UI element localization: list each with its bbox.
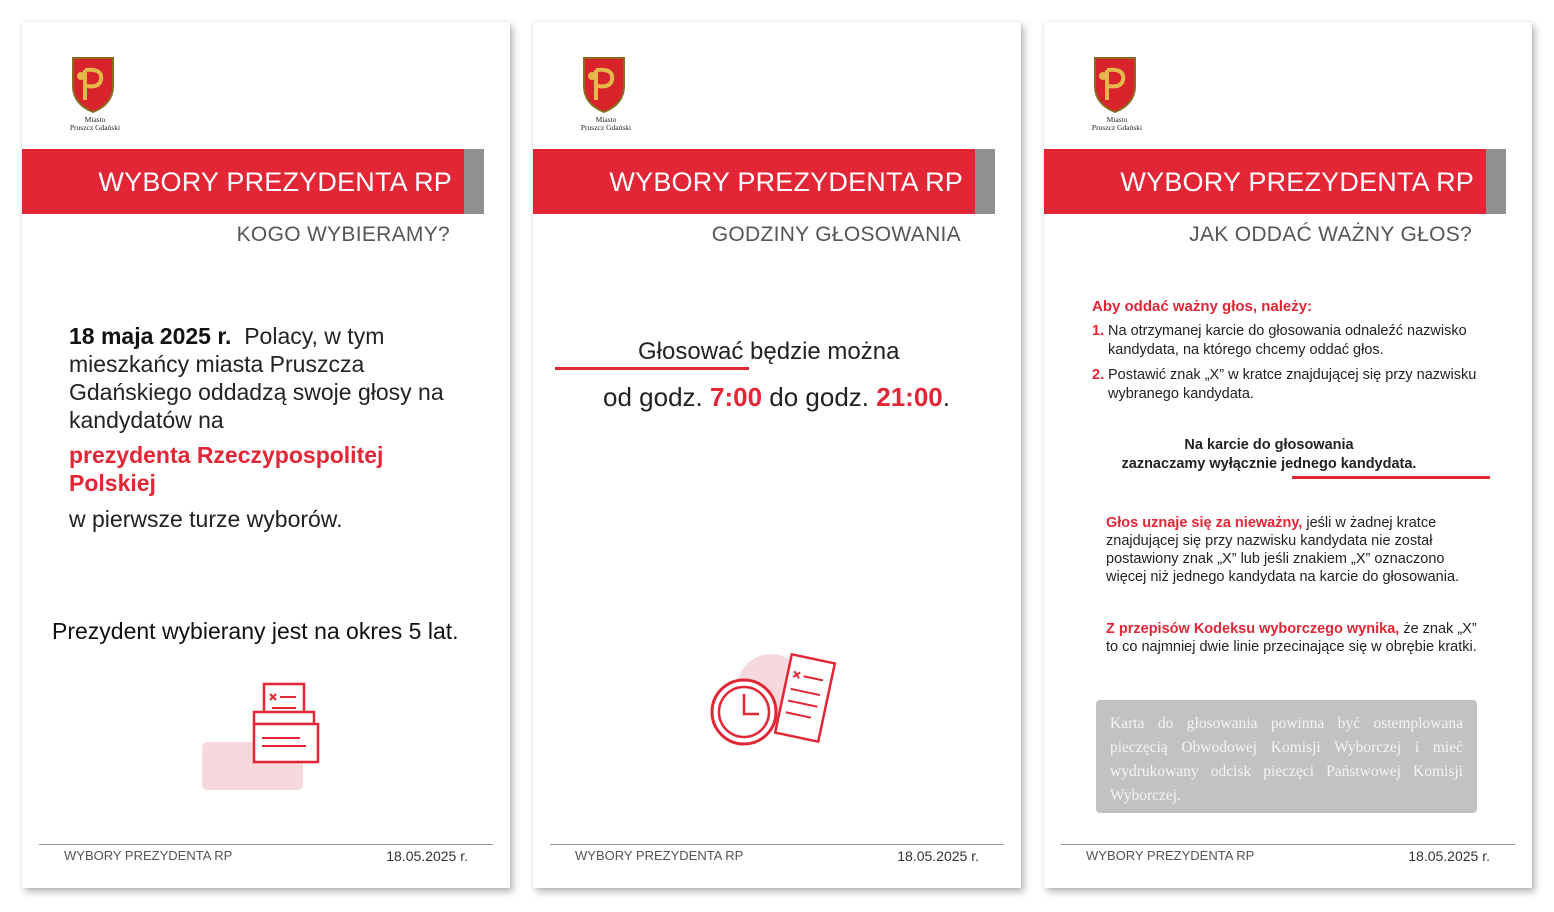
from-time: 7:00 (709, 382, 763, 412)
instructions-list (1092, 322, 1492, 410)
invalid-vote-paragraph (1106, 514, 1486, 586)
from-label: od godz. (603, 382, 703, 412)
hours-range (603, 382, 950, 413)
accent-underline (555, 367, 749, 370)
code-paragraph (1106, 620, 1486, 656)
hours-end: . (942, 382, 950, 412)
page-subtitle: GODZINY GŁOSOWANIA (711, 223, 961, 246)
term-text: Prezydent wybierany jest na okres 5 lat. (52, 618, 459, 644)
city-logo (576, 56, 646, 132)
footer-date: 18.05.2025 r. (1408, 848, 1490, 864)
code-text: że znak „X” to co najmniej dwie linie przecinające się w obrębie kratki. (1106, 621, 1477, 655)
city-logo (1087, 56, 1157, 132)
list-item (1092, 322, 1492, 360)
coat-of-arms-icon (1093, 56, 1137, 114)
logo-text-line1: Miasto (84, 115, 106, 124)
to-time: 21:00 (876, 382, 943, 412)
note-line1: Na karcie do głosowania (1184, 437, 1354, 453)
logo-text-line2: Pruszcz Gdański (580, 123, 632, 132)
title-banner (1044, 149, 1486, 214)
city-logo (65, 56, 135, 132)
footer-date: 18.05.2025 r. (897, 848, 979, 864)
footer-divider (550, 844, 1004, 845)
instructions-heading: Aby oddać ważny głos, należy: (1092, 298, 1313, 315)
poster-who-we-elect (22, 22, 510, 888)
title-banner (533, 149, 975, 214)
ballot-box-icon (248, 680, 322, 770)
poster-voting-hours (533, 22, 1021, 888)
footer-divider (39, 844, 493, 845)
banner-title: WYBORY PREZYDENTA RP (609, 167, 963, 197)
step-text: Na otrzymanej karcie do głosowania odnaleźć nazwisko kandydata, na którego chcemy oddać głos. (1108, 323, 1467, 358)
one-candidate-note (1104, 436, 1434, 474)
clock-document-icon (709, 652, 843, 752)
logo-text-line2: Pruszcz Gdański (69, 123, 121, 132)
invalid-lead: Głos uznaje się za nieważny, (1106, 515, 1303, 531)
note-line2: zaznaczamy wyłącznie jednego kandydata. (1121, 456, 1417, 472)
footer-divider (1061, 844, 1515, 845)
step-number: 1. (1092, 323, 1105, 339)
banner-tab (975, 149, 995, 214)
coat-of-arms-icon (582, 56, 626, 114)
coat-of-arms-icon (71, 56, 115, 114)
round-text: w pierwsze turze wyborów. (69, 506, 343, 532)
banner-tab (1486, 149, 1506, 214)
title-banner (22, 149, 464, 214)
intro-body: Polacy, w tym mieszkańcy miasta Pruszcza Gdańskiego oddadzą swoje głosy na kandydatów na (69, 323, 444, 433)
logo-text-line1: Miasto (1106, 115, 1128, 124)
hours-intro: Głosować będzie można (638, 338, 900, 365)
step-number: 2. (1092, 367, 1105, 383)
to-label: do godz. (769, 382, 870, 412)
accent-underline (1292, 476, 1490, 479)
step-text: Postawić znak „X” w kratce znajdującej się przy nazwisku wybranego kandydata. (1108, 367, 1477, 402)
logo-text-line1: Miasto (595, 115, 617, 124)
banner-title: WYBORY PREZYDENTA RP (98, 167, 452, 197)
intro-text (69, 322, 459, 434)
page-subtitle: JAK ODDAĆ WAŻNY GŁOS? (1189, 223, 1472, 246)
list-item (1092, 366, 1492, 404)
invalid-text: jeśli w żadnej kratce znajdującej się przy nazwisku kandydata nie został postawiony znak „X” lub jeśli znakiem „X” oznaczono więcej niż jednego kandydata na karcie do głosowania. (1106, 515, 1460, 585)
code-lead: Z przepisów Kodeksu wyborczego wynika, (1106, 621, 1400, 637)
banner-title: WYBORY PREZYDENTA RP (1120, 167, 1474, 197)
page-subtitle: KOGO WYBIERAMY? (236, 223, 450, 246)
footer-title: WYBORY PREZYDENTA RP (575, 848, 744, 863)
logo-text-line2: Pruszcz Gdański (1091, 123, 1143, 132)
footer-title: WYBORY PREZYDENTA RP (64, 848, 233, 863)
footer-date: 18.05.2025 r. (386, 848, 468, 864)
election-date: 18 maja 2025 r. (69, 323, 232, 349)
highlight-office: prezydenta Rzeczypospolitej Polskiej (69, 442, 384, 496)
poster-valid-vote (1044, 22, 1532, 888)
banner-tab (464, 149, 484, 214)
stamp-note-box: Karta do głosowania powinna być ostemplowana pieczęcią Obwodowej Komisji Wyborczej i mieć wydrukowany odcisk pieczęci Państwowej Komisji Wyborczej. (1096, 700, 1477, 813)
footer-title: WYBORY PREZYDENTA RP (1086, 848, 1255, 863)
